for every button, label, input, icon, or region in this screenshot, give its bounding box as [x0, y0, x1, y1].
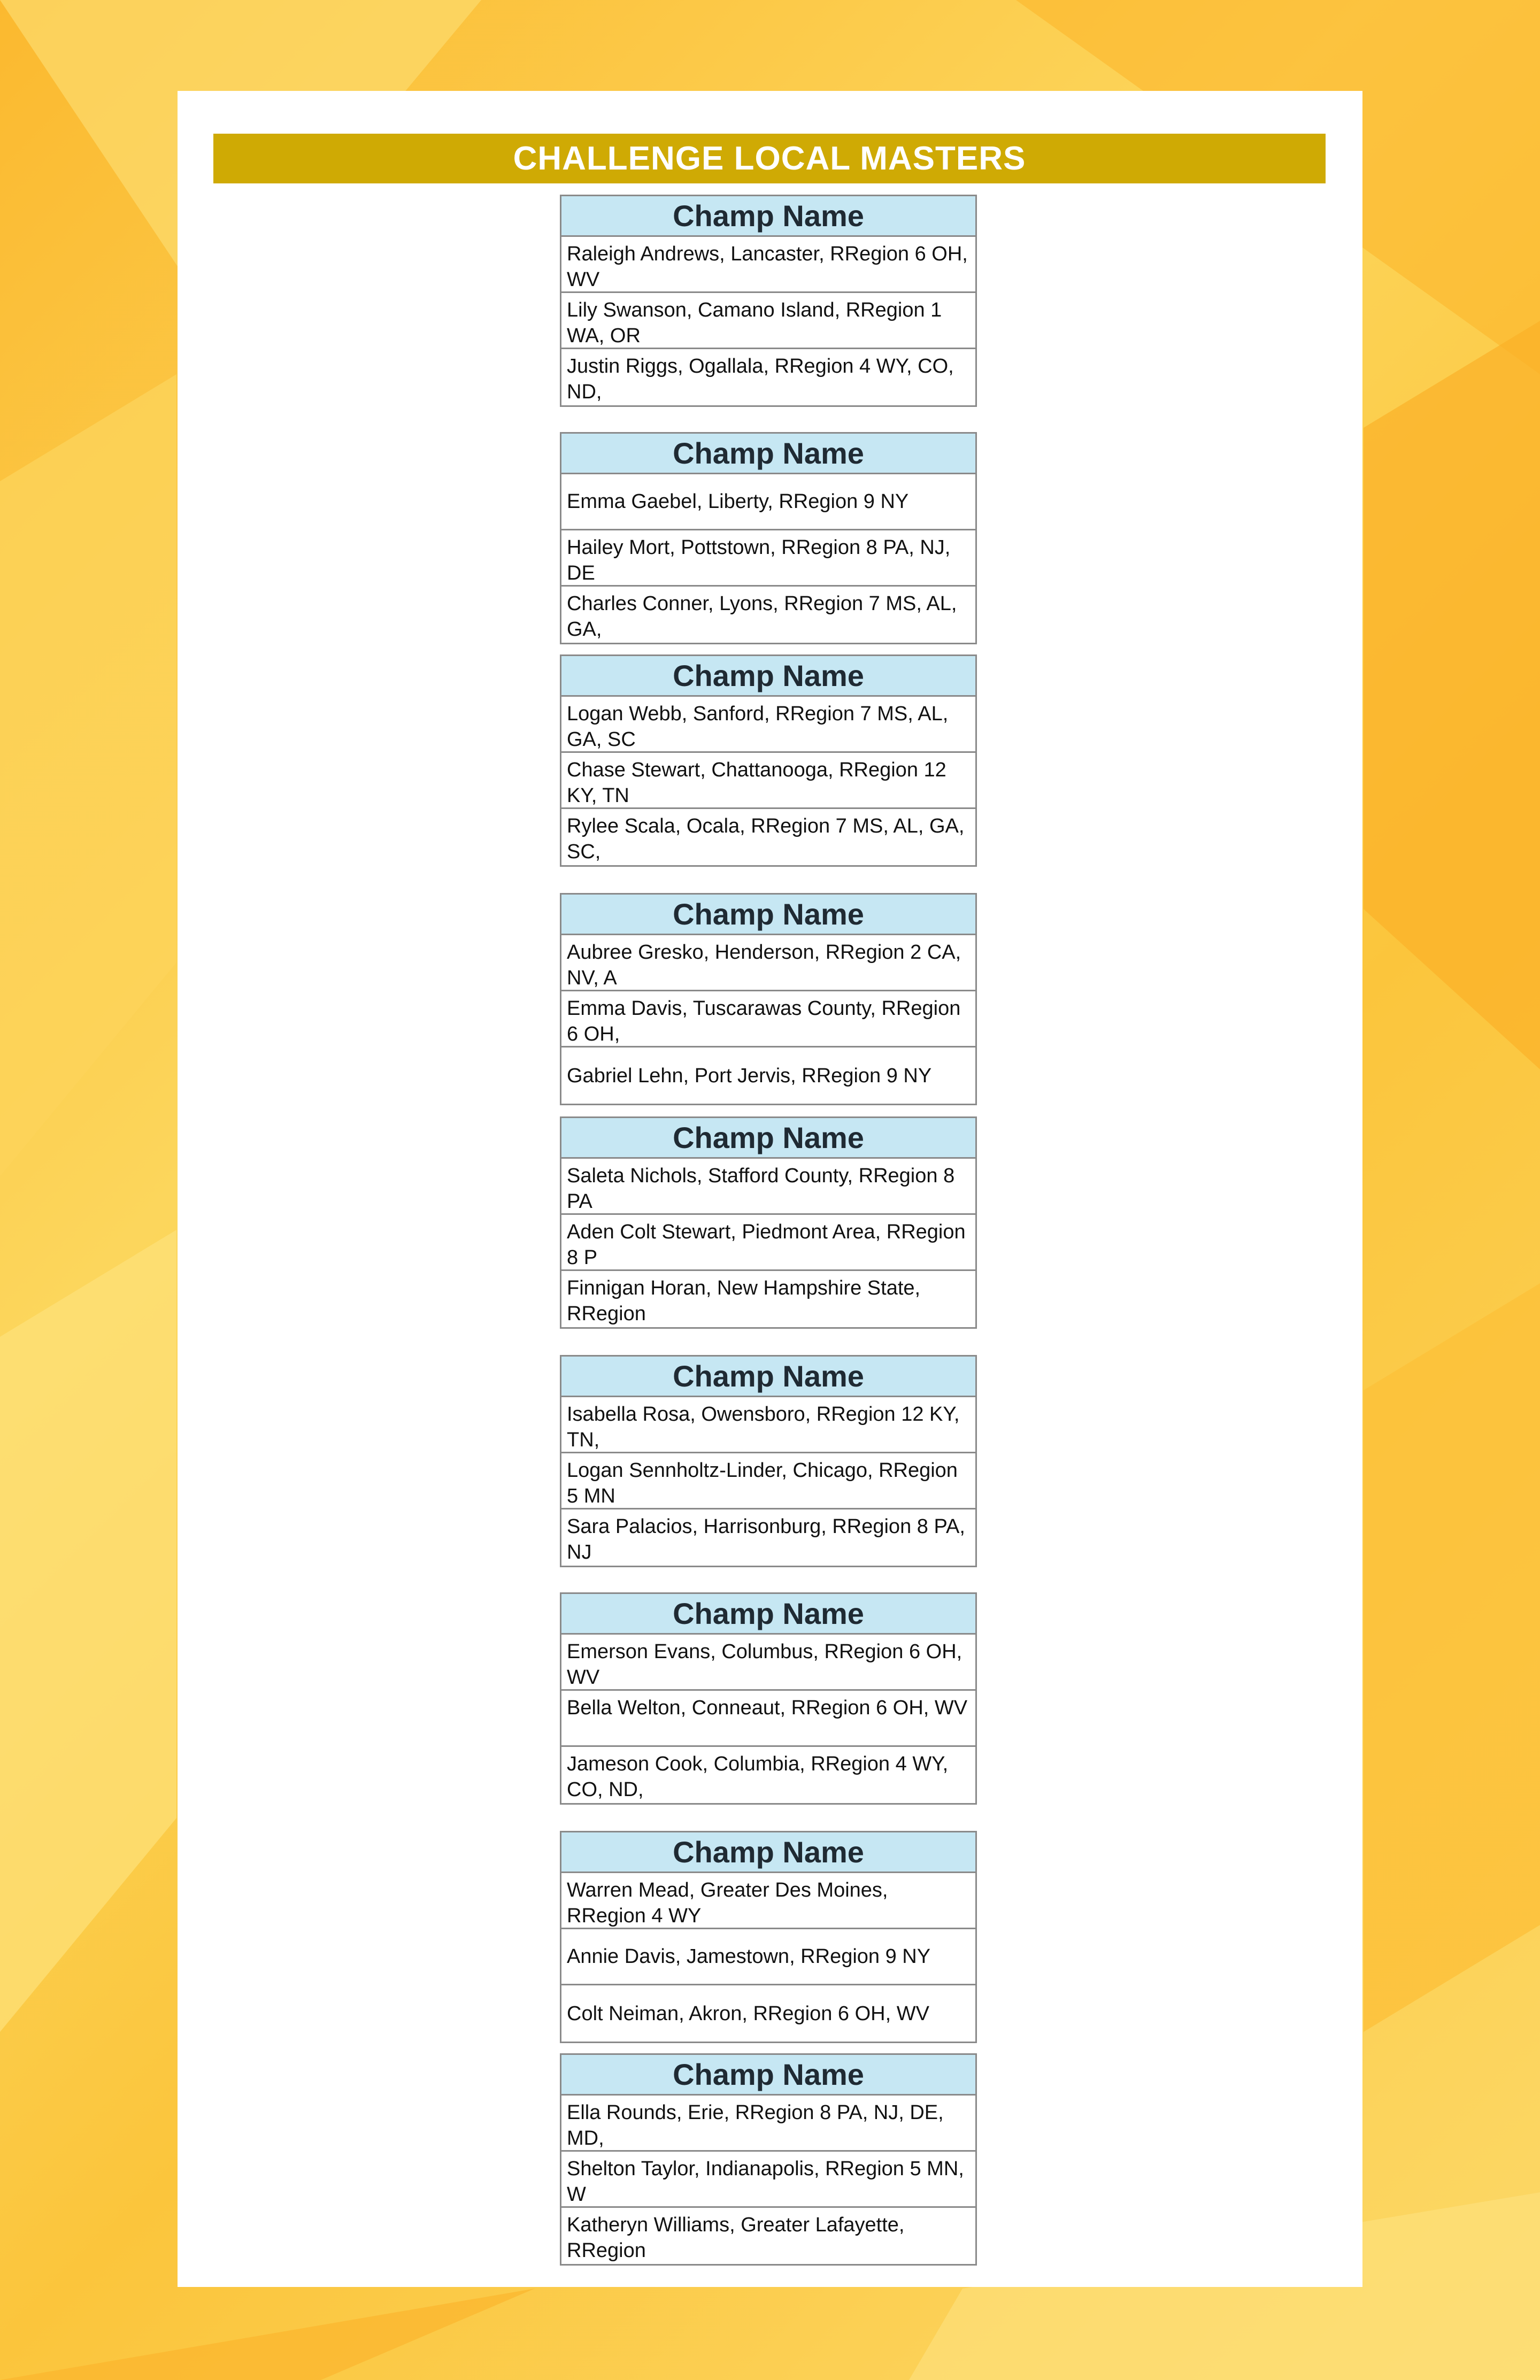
table-row: [561, 587, 975, 643]
table-row: [561, 2208, 975, 2264]
champ-table: [560, 1831, 977, 2043]
champ-table: [560, 654, 977, 867]
table-header: Champ Name: [561, 2055, 975, 2096]
champ-entry: Lily Swanson, Camano Island, RRegion 1 WA, OR: [567, 299, 942, 347]
champ-entry: Logan Sennholtz-Linder, Chicago, RRegion 5 MN: [567, 1459, 958, 1507]
champ-entry: Justin Riggs, Ogallala, RRegion 4 WY, CO, ND,: [567, 355, 954, 403]
champ-entry: Emma Davis, Tuscarawas County, RRegion 6 OH,: [567, 997, 961, 1045]
champ-entry: Hailey Mort, Pottstown, RRegion 8 PA, NJ, DE: [567, 536, 951, 584]
table-header: Champ Name: [561, 196, 975, 237]
table-row: [561, 809, 975, 865]
champ-entry: Aden Colt Stewart, Piedmont Area, RRegion 8 P: [567, 1221, 966, 1269]
table-row: [561, 530, 975, 587]
champ-table: [560, 1355, 977, 1567]
table-row: [561, 991, 975, 1047]
table-row: [561, 697, 975, 753]
table-header: Champ Name: [561, 1594, 975, 1635]
table-row: [561, 1453, 975, 1509]
table-header: Champ Name: [561, 434, 975, 474]
champ-table: [560, 1116, 977, 1329]
table-row: [561, 1397, 975, 1453]
content-card: [178, 91, 1362, 2287]
table-row: [561, 1271, 975, 1327]
champ-entry: Gabriel Lehn, Port Jervis, RRegion 9 NY: [567, 1064, 932, 1087]
table-row: [561, 474, 975, 530]
champ-entry: Emma Gaebel, Liberty, RRegion 9 NY: [567, 490, 909, 513]
table-row: [561, 2152, 975, 2208]
table-row: [561, 935, 975, 991]
table-row: [561, 2096, 975, 2152]
champ-table: [560, 195, 977, 407]
champ-entry: Chase Stewart, Chattanooga, RRegion 12 KY, TN: [567, 759, 946, 807]
champ-entry: Raleigh Andrews, Lancaster, RRegion 6 OH, WV: [567, 243, 968, 291]
table-header: Champ Name: [561, 1832, 975, 1873]
table-row: [561, 753, 975, 809]
table-row: [561, 1215, 975, 1271]
champ-entry: Finnigan Horan, New Hampshire State, RRegion: [567, 1277, 921, 1325]
champ-entry: Emerson Evans, Columbus, RRegion 6 OH, WV: [567, 1640, 962, 1689]
champ-table: [560, 432, 977, 644]
table-header: Champ Name: [561, 656, 975, 697]
champ-table: [560, 1592, 977, 1805]
champ-table: [560, 2053, 977, 2266]
table-row: [561, 1691, 975, 1747]
page-title: CHALLENGE LOCAL MASTERS: [213, 134, 1326, 183]
table-row: [561, 1873, 975, 1929]
champ-entry: Saleta Nichols, Stafford County, RRegion 8 PA: [567, 1165, 955, 1213]
champ-entry: Colt Neiman, Akron, RRegion 6 OH, WV: [567, 2002, 929, 2025]
table-header: Champ Name: [561, 1357, 975, 1397]
table-row: [561, 237, 975, 293]
champ-entry: Logan Webb, Sanford, RRegion 7 MS, AL, GA, SC: [567, 703, 949, 751]
champ-entry: Shelton Taylor, Indianapolis, RRegion 5 MN, W: [567, 2158, 964, 2206]
table-row: [561, 293, 975, 349]
champ-entry: Rylee Scala, Ocala, RRegion 7 MS, AL, GA, SC,: [567, 815, 965, 863]
table-row: [561, 1635, 975, 1691]
table-header: Champ Name: [561, 1118, 975, 1159]
table-row: [561, 1509, 975, 1566]
champ-entry: Katheryn Williams, Greater Lafayette, RRegion: [567, 2214, 905, 2262]
table-row: [561, 1985, 975, 2042]
champ-entry: Ella Rounds, Erie, RRegion 8 PA, NJ, DE, MD,: [567, 2101, 944, 2150]
champ-entry: Sara Palacios, Harrisonburg, RRegion 8 PA, NJ: [567, 1515, 965, 1563]
champ-entry: Annie Davis, Jamestown, RRegion 9 NY: [567, 1945, 931, 1968]
champ-entry: Isabella Rosa, Owensboro, RRegion 12 KY, TN,: [567, 1403, 960, 1451]
champ-entry: Charles Conner, Lyons, RRegion 7 MS, AL, GA,: [567, 592, 957, 641]
table-row: [561, 1747, 975, 1803]
table-row: [561, 1929, 975, 1985]
champ-entry: Bella Welton, Conneaut, RRegion 6 OH, WV: [567, 1697, 968, 1719]
champ-entry: Warren Mead, Greater Des Moines, RRegion 4 WY: [567, 1879, 888, 1927]
table-row: [561, 1159, 975, 1215]
champ-table: [560, 893, 977, 1105]
table-row: [561, 1047, 975, 1104]
table-header: Champ Name: [561, 895, 975, 935]
champ-entry: Jameson Cook, Columbia, RRegion 4 WY, CO, ND,: [567, 1753, 949, 1801]
table-row: [561, 349, 975, 405]
champ-entry: Aubree Gresko, Henderson, RRegion 2 CA, NV, A: [567, 941, 961, 989]
